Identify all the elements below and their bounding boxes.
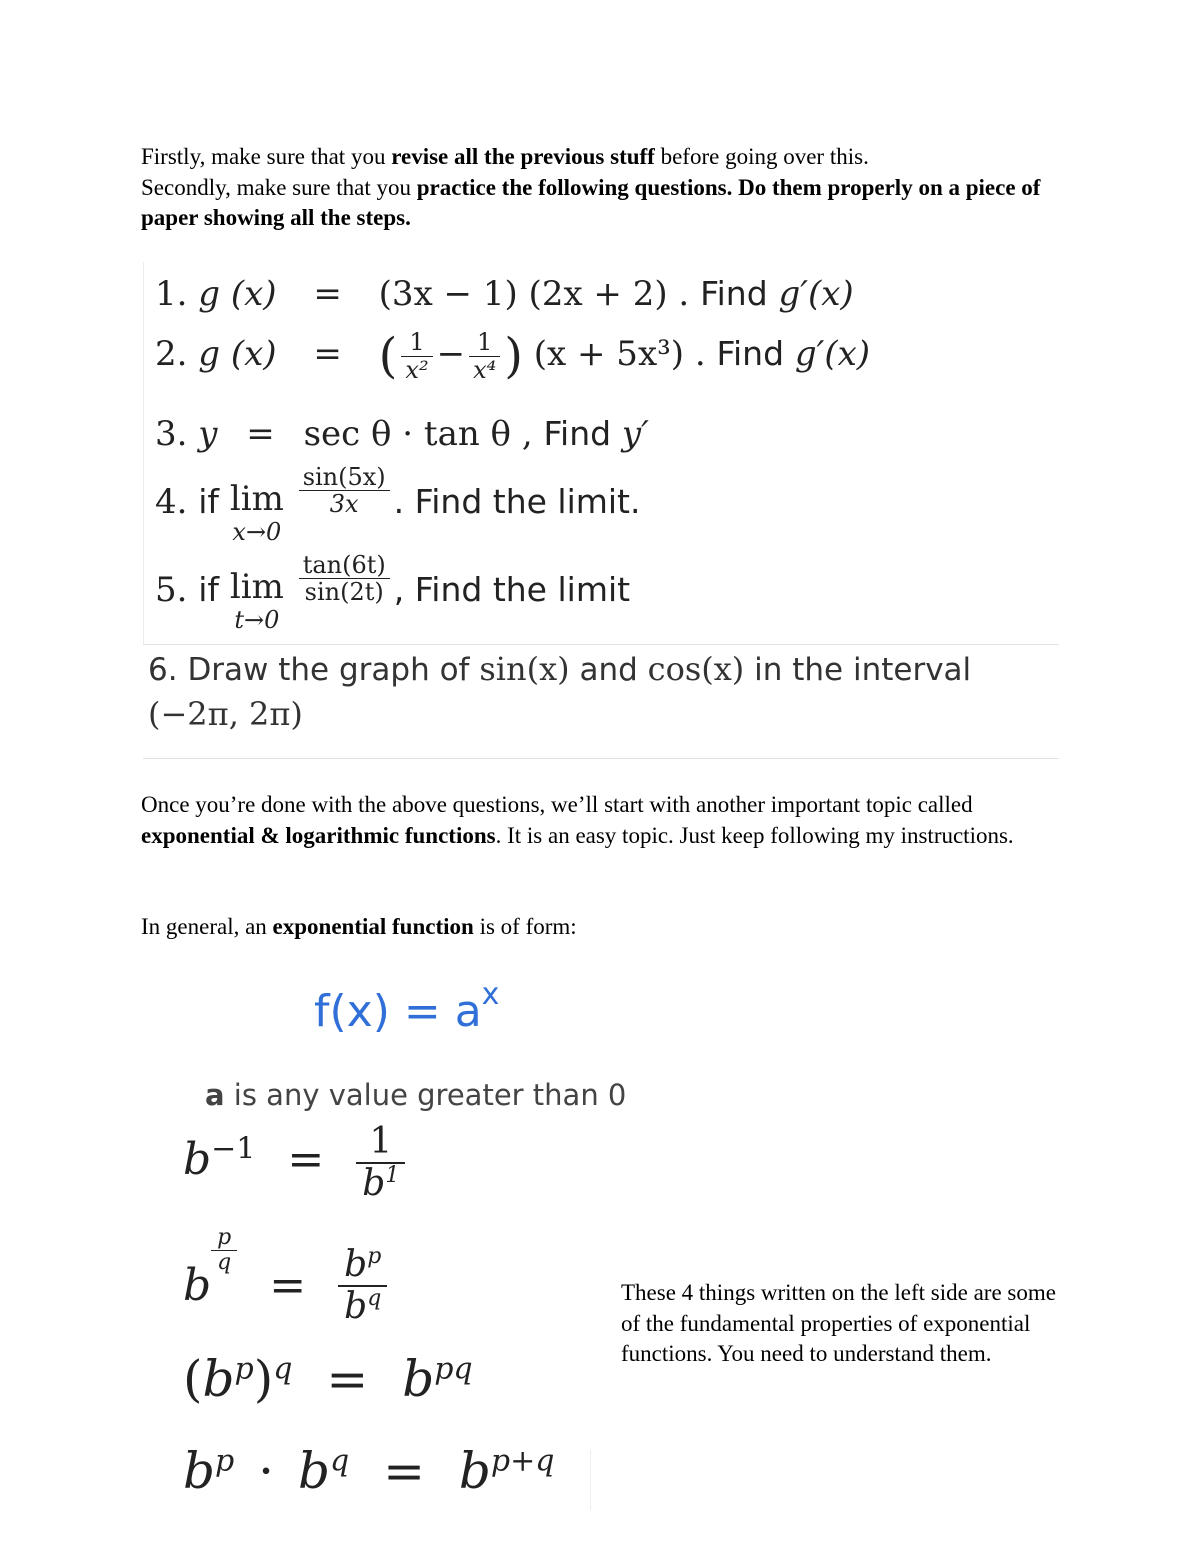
question-rhs: sec θ · tan θ , [303,414,533,454]
question-number: 6. [148,652,178,688]
close-paren: ) [504,328,523,384]
property-fraction: $\frac{b^p}{b^q}$ [338,1245,387,1326]
question-text: in the interval [754,652,972,688]
exponential-formula [314,977,499,1037]
question-number: 1. [155,274,188,314]
questions-left-border [143,262,144,644]
question-rest: (x + 5x³) . [533,334,706,374]
paragraph-text: Once you’re done with the above questions, we’ll start with another important topic called [141,792,973,817]
exponent-fraction: $\frac{p}{q}$ [211,1226,237,1275]
divider [143,644,1059,645]
equals-sign: = [246,414,275,454]
formula-base: f(x) = a [314,986,482,1037]
find-label: Find [716,334,785,373]
question-lhs: y [198,414,218,454]
topic-name: exponential & logarithmic functions [141,822,496,848]
question-lhs: g (x) [198,334,277,374]
property-fraction: $\frac{1}{b^1}$ [356,1122,405,1203]
formula-exponent: x [481,977,500,1012]
question-tail: . Find the limit. [393,482,641,521]
intro-paragraph [141,142,1081,234]
sin-expression: sin(x) [479,650,570,688]
question-target: y′ [621,414,649,454]
question-5 [155,550,630,632]
limit-fraction: $\frac{\sin(5x)}{3x}$ [299,464,390,518]
a-condition-note [205,1078,626,1112]
exponential-function-term: exponential function [272,914,474,939]
question-text: and [579,652,638,688]
property-fractional-exponent: b $\frac{p}{q}$ = $\frac{b^p}{b^q}$ [183,1226,387,1326]
question-tail: , Find the limit [393,570,631,609]
question-2 [155,328,870,384]
paragraph-text: is of form: [473,914,577,939]
question-text: Draw the graph of [187,652,470,688]
minus-sign: − [436,334,466,374]
questions-block [143,262,1059,759]
question-target: g′(x) [778,274,854,314]
property-power-of-power: $(b^p)^q = b^{pq}$ [183,1350,473,1408]
question-rhs: (3x − 1) (2x + 2) . [378,274,690,314]
paragraph-text: In general, an [141,914,273,939]
equals-sign: = [313,334,342,374]
question-number: 4. [155,482,188,522]
intro-text: Secondly, make sure that you [141,174,417,200]
find-label: Find [700,274,768,313]
open-paren: ( [378,328,398,384]
question-number: 5. [155,570,188,610]
question-3 [155,414,649,454]
condition-text: is any value greater than 0 [224,1078,627,1112]
question-1 [155,274,854,314]
limit-subscript: x→0 [232,518,282,546]
if-label: if [198,482,220,521]
interval-expression: (−2π, 2π) [148,695,303,733]
equals-sign: = [313,274,342,314]
exponential-definition-paragraph [141,912,1081,943]
question-target: g′(x) [794,334,871,374]
question-6 [148,647,971,737]
limit-operator: lim x→0 [229,479,284,546]
intro-text: before going over this. [654,144,869,169]
a-variable: a [205,1078,225,1112]
intro-emphasis-revise: revise all the previous stuff [391,144,655,169]
question-number: 2. [155,334,188,374]
property-product-rule: $b^p \cdot b^q = b^{p+q}$ [183,1442,555,1500]
question-lhs: g (x) [198,274,277,314]
properties-side-note: These 4 things written on the left side are some of the fundamental properties of exponential functions. You need to understand them. [621,1280,1056,1366]
property-negative-exponent: $b^{-1}$ = $\frac{1}{b^1}$ [183,1122,405,1203]
find-label: Find [543,414,612,453]
if-label: if [198,570,220,609]
fraction-1-over-x2: $\frac{1}{\text{x²}}$ [401,329,432,383]
question-4 [155,462,640,544]
cos-expression: cos(x) [647,650,745,688]
question-number: 3. [155,414,188,454]
divider [143,758,1059,759]
fraction-1-over-x4: $\frac{1}{\text{x⁴}}$ [469,329,500,383]
image-edge [590,1450,591,1510]
intro-emphasis-practice: practice the following questions. Do them properly on a piece of paper showing all the steps. [141,174,1041,230]
intro-text: Firstly, make sure that you [141,144,392,169]
paragraph-text: . It is an easy topic. Just keep following my instructions. [495,822,1014,848]
topic-intro-paragraph [141,790,1081,851]
limit-operator: lim t→0 [229,567,284,634]
limit-fraction: $\frac{\tan(6t)}{\sin(2t)}$ [299,552,390,606]
limit-subscript: t→0 [234,606,280,634]
